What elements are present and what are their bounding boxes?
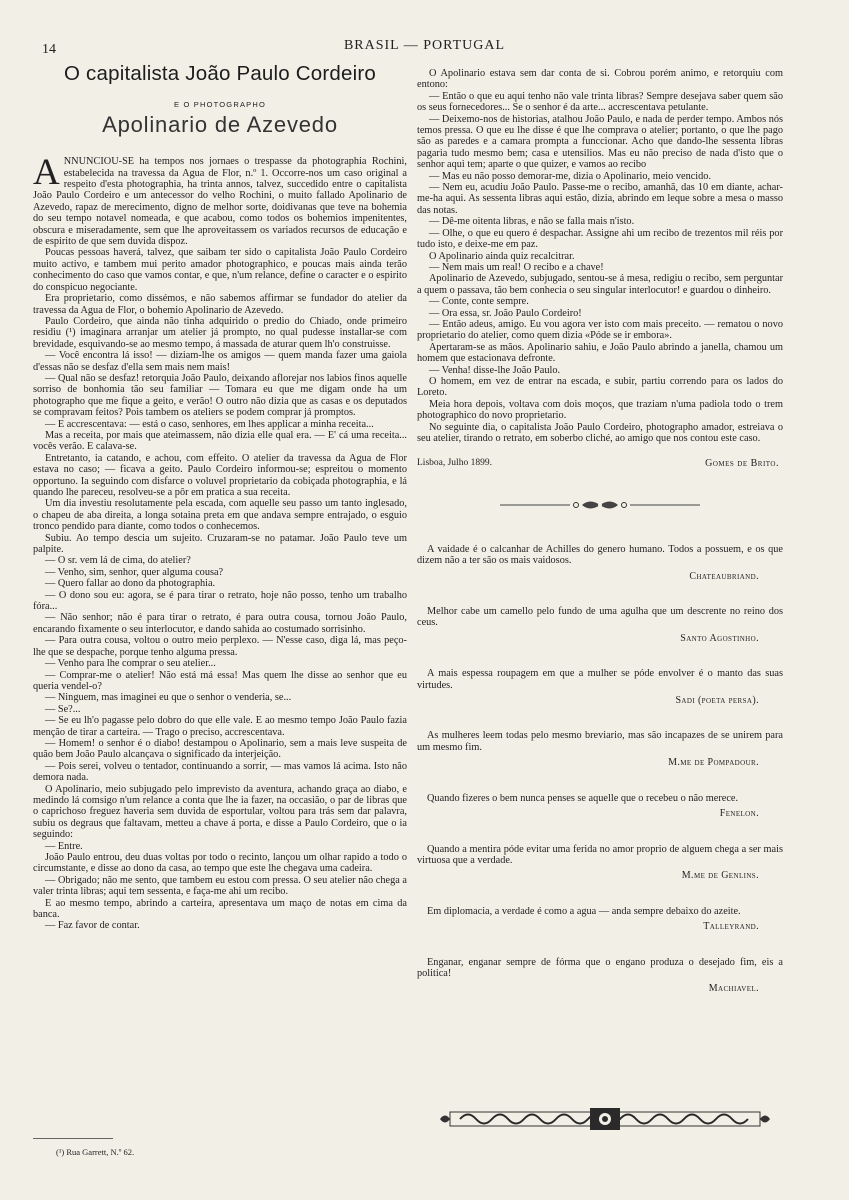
left-paragraphs <box>33 247 407 931</box>
paragraph: O homem, em vez de entrar na escada, e subir, partiu correndo para os lados do Loreto. <box>417 375 783 399</box>
paragraph: — Quero fallar ao dono da photographia. <box>45 578 216 590</box>
paragraph: — Ora essa, sr. João Paulo Cordeiro! <box>429 307 582 319</box>
article-author: Apolinario de Azevedo <box>102 111 338 137</box>
paragraph: — Pois serei, volveu o tentador, continuando a sorrir, — mas vamos lá acima. Isto não demora nada. <box>33 760 407 784</box>
paragraph: — Conte, conte sempre. <box>429 296 529 308</box>
paragraph: — Se?... <box>45 703 81 715</box>
paragraph: — E accrescentava: — está o caso, senhores, em lhes applicar a minha receita... <box>45 418 374 430</box>
paragraph: Era proprietario, como dissémos, e não sabemos affirmar se fundador do atelier da travessa da Agua de Flor, o bohemio Apolinario de Azevedo. <box>33 293 407 316</box>
footnote: (¹) Rua Garrett, N.º 62. <box>56 1147 135 1157</box>
paragraph: O Apolinario ainda quiz recalcitrar. <box>429 250 575 262</box>
article-title: O capitalista João Paulo Cordeiro <box>64 62 376 85</box>
divider-ornament <box>417 498 783 514</box>
quote-text: Quando a mentira póde evitar uma ferida no amor proprio de alguem chega a ser mais virtuosa que a verdade. <box>417 843 783 866</box>
paragraph: — Você encontra lá isso! — diziam-lhe os amigos — quem manda fazer uma gaiola d'essas não se desfaz d'ella sem mais nem mais! <box>33 350 407 373</box>
paragraph: — Então adeus, amigo. Eu vou agora ver isto com mais preceito. — rematou o novo proprietario do atelier, como quem dizia «Póde se ir embora». <box>417 318 783 342</box>
quote-author: M.me de Pompadour. <box>668 757 759 769</box>
quote-block <box>417 606 783 644</box>
paragraph: — Dê-me oitenta libras, e não se falla mais n'isto. <box>429 216 635 228</box>
paragraph: Apertaram-se as mãos. Apolinario sahiu, e João Paulo abrindo a janella, chamou um homem que estacionava defronte. <box>417 341 783 365</box>
quote-block <box>417 906 783 933</box>
quote-block <box>417 668 783 706</box>
paragraph: — Se eu lh'o pagasse pelo dobro do que elle vale. E ao mesmo tempo João Paulo fazia menção de tirar a carteira. — Trago o preciso, accrescentava. <box>33 715 407 738</box>
paragraph: — Nem mais um real! O recibo e a chave! <box>429 261 604 273</box>
paragraph: Apolinario de Azevedo, subjugado, sentou-se á mesa, redigiu o recibo, sem perguntar a quem o passava, tão bem conhecia o seu singular interlocutor! e guardou o dinheiro. <box>417 273 783 296</box>
quote-block <box>417 844 783 882</box>
paragraph: O Apolinario estava sem dar conta de si. Cobrou porém animo, e retorquiu com entono: <box>417 68 783 91</box>
quote-text: Enganar, enganar sempre de fórma que o engano produza o desejado fim, eis a politica! <box>417 956 783 979</box>
first-paragraph-text: NNUNCIOU-SE ha tempos nos jornaes o trespasse da photographia Rochini, estabelecida na travessa da Agua de Flor, n.º 1. Occorre-nos um caso original a respeito d'esta photographia, ha trinta annos, talvez, succedido entre o capitalista João Paulo Cordeiro e um antecessor do velho Rochini, o muito fallado Apolinario de Azevedo, rapaz de merecimento, digno de melhor sorte, doidivanas que teve na bohemia do seu tempo notavel nomeada, e que acabou, como todos os bohemios impenitentes, obscura e miseradamente, sem que lhe aproveitassem os variados recursos de educação e de espirito de que sem duvida dispoz. <box>33 156 407 248</box>
footnote-rule <box>33 1138 113 1139</box>
quote-block <box>417 793 783 820</box>
signature: Gomes de Brito. <box>705 458 779 470</box>
paragraph: Um dia investiu resolutamente pela escada, com aquelle seu passo um tanto inglesado, o chapeu de aba direita, a longa sotaina preta em que andava sempre entrajado, o esguio tronco pendido para diante, como todos o conhecemos. <box>33 498 407 533</box>
bottom-ornament <box>440 1100 770 1138</box>
paragraph: — Qual não se desfaz! retorquia João Paulo, deixando aflorejar nos labios finos aquelle sorriso de bonhomia tão seu familiar — Tomara eu que me digam onde ha um photographo que me fique a geito, e verão! O outro não dizia que as casas e os deputados se compravam feitos? Pois tambem os ateliers se podem comprar já promptos. <box>33 372 407 419</box>
quote-author: Talleyrand. <box>703 921 759 933</box>
page-header <box>30 38 819 56</box>
article-subtitle: E O PHOTOGRAPHO <box>173 100 267 110</box>
left-column <box>33 62 407 932</box>
paragraph: — Venho para lhe comprar o seu atelier... <box>45 658 216 670</box>
quote-text: Em diplomacia, a verdade é como a agua — anda sempre debaixo do azeite. <box>427 905 741 917</box>
paragraph: Entretanto, ia catando, e achou, com effeito. O atelier da travessa da Agua de Flor estava no caso; — ficava a geito. Paulo Cordeiro informou-se; espreitou o momento opportuno. Ia seguindo com disfarce o voluvel proprietario da cobiçada photographia, e lá quando lhe pareceu, resolveu-se a pôr em pratica a sua receita. <box>33 452 407 498</box>
paragraph: — Não senhor; não é para tirar o retrato, é para outra cousa, tornou João Paulo, encarando fixamente o seu interlocutor, e dando sahida ao costumado sorrisinho. <box>33 612 407 635</box>
paragraph: — Faz favor de contar. <box>45 920 140 932</box>
quote-text: Quando fizeres o bem nunca penses se aquelle que o recebeu o não merece. <box>427 792 739 804</box>
quotes-section <box>417 544 783 995</box>
paragraph: O Apolinario, meio subjugado pelo imprevisto da aventura, achando graça ao diabo, e medindo lá comsigo n'um relance a conta que lhe ia fazer, na occasião, o par de libras que o caprichoso freguez haveria sem duvida de esportular, voltou para trás sem dar palavra, subiu os degraus que faltavam, metteu a chave á porta, e disse a Paulo Cordeiro, que o ia seguindo: <box>33 783 407 841</box>
quote-text: As mulheres leem todas pelo mesmo breviario, mas são incapazes de se unirem para um mesmo fim. <box>417 730 783 753</box>
signoff <box>417 458 783 469</box>
drop-cap: A <box>33 152 60 194</box>
paragraph: — Venha! disse-lhe João Paulo. <box>429 364 561 376</box>
quote-author: M.me de Genlins. <box>681 870 759 882</box>
paragraph: — Ninguem, mas imaginei eu que o senhor o venderia, se... <box>45 692 292 704</box>
quote-author: Chateaubriand. <box>689 570 759 582</box>
quote-author: Machiavel. <box>708 983 759 995</box>
quote-text: A vaidade é o calcanhar de Achilles do genero humano. Todos a possuem, e os que dizem não a ter são os mais vaidosos. <box>417 543 783 567</box>
quote-author: Sadi (poeta persa). <box>675 695 759 707</box>
quote-author: Santo Agostinho. <box>680 632 759 644</box>
paragraph: — Olhe, o que eu quero é despachar. Assigne ahi um recibo de trezentos mil réis por tudo isto, e deixe-me em paz. <box>417 227 783 251</box>
paragraph: E ao mesmo tempo, abrindo a carteira, apresentava um maço de notas em cima da banca. <box>33 897 407 921</box>
paragraph: — Venho, sim, senhor, quer alguma cousa? <box>45 566 224 578</box>
quote-block <box>417 730 783 768</box>
quote-author: Fenelon. <box>719 808 759 820</box>
paragraph: — Deixemo-nos de historias, atalhou João Paulo, e nada de perder tempo. Ambos nós temos pressa. O que eu lhe disse é que lhe comprava o atelier; portanto, o que lhe pago são as paredes e a camara prompta a funccionar. Acho que dando-lhe sessenta libras pagaria tudo mesmo bem; casa e utensilios. Mas eu não preciso de nada d'isto que o senhor aqui tem; aparte o que quizer, e vamos ao recibo <box>417 113 783 171</box>
paragraph: João Paulo entrou, deu duas voltas por todo o recinto, lançou um olhar rapido a todo o circumstante, e disse ao dono da casa, ao tempo que este lhe chegava uma cadeira. <box>33 852 407 875</box>
paragraph: Subiu. Ao tempo descia um sujeito. Cruzaram-se no patamar. João Paulo teve um palpite. <box>33 532 407 556</box>
paragraph: — Obrigado; não me sento, que tambem eu estou com pressa. O seu atelier não chega a valer trinta libras; aqui tem sessenta, e faça-me ahi um recibo. <box>33 874 407 898</box>
paragraph: — O dono sou eu: agora, se é para tirar o retrato, hoje não posso, tenho um trabalho fóra... <box>33 589 407 613</box>
paragraph: — O sr. vem lá de cima, do atelier? <box>45 555 191 567</box>
quote-block <box>417 957 783 995</box>
paragraph: — Mas eu não posso demorar-me, dizia o Apolinario, meio vencido. <box>429 170 712 182</box>
first-paragraph <box>33 152 407 248</box>
paragraph: — Homem! o senhor é o diabo! destampou o Apolinario, sem a mais leve suspeita de quão bem João Paulo alcançava o significado da interjeição. <box>33 737 407 761</box>
quote-block <box>417 544 783 582</box>
right-paragraphs <box>417 68 783 444</box>
paragraph: — Comprar-me o atelier! Não está má essa! Mas quem lhe disse ao senhor que eu queria vendel-o? <box>33 669 407 692</box>
paragraph: Meia hora depois, voltava com dois moços, que traziam n'uma padiola todo o trem photographico do novo proprietario. <box>417 398 783 422</box>
quote-text: A mais espessa roupagem em que a mulher se póde envolver é o manto das suas virtudes. <box>417 668 783 691</box>
running-title: BRASIL — PORTUGAL <box>343 38 506 53</box>
paragraph: — Nem eu, acudiu João Paulo. Passe-me o recibo, amanhã, das 10 em diante, achar-me-ha aqui. As sessenta libras aqui estão, dizia, abrindo em leque sobre a mesa o masso das notas. <box>417 182 783 216</box>
right-column <box>417 68 783 1019</box>
page-number: 14 <box>42 42 56 57</box>
paragraph: Paulo Cordeiro, que ainda não tinha adquirido o predio do Chiado, onde primeiro residiu (¹) imaginara arranjar um atelier já prompto, no qual pudesse installar-se com brevidade, esquivando-se ao mesmo tempo, á massada de aturar quem lh'o construisse. <box>33 315 407 350</box>
dateline: Lisboa, Julho 1899. <box>417 458 492 469</box>
paragraph: Poucas pessoas haverá, talvez, que saibam ter sido o capitalista João Paulo Cordeiro muito activo, e tambem mui perito amador photographico, e poucas mais ainda terão conhecimento do caso que vamos contar, e que, n'um relance, define o caracter e o espirito do conspicuo negociante. <box>33 247 407 293</box>
paragraph: Mas a receita, por mais que ateimassem, não dizia elle qual era. — E' cá uma receita... vocês verão. E calava-se. <box>33 429 407 453</box>
paragraph: — Então o que eu aqui tenho não vale trinta libras? Sempre desejava saber quem são os seus fornecedores... Se o senhor é da arte... accrescentava petulante. <box>417 90 783 114</box>
paragraph: — Entre. <box>45 840 83 852</box>
quote-text: Melhor cabe um camello pelo fundo de uma agulha que um descrente no reino dos ceus. <box>417 606 783 629</box>
paragraph: — Para outra cousa, voltou o outro meio perplexo. — N'esse caso, diga lá, mas peço-lhe que se despache, porque tenho alguma pressa. <box>33 635 407 658</box>
paragraph: No seguinte dia, o capitalista João Paulo Cordeiro, photographo amador, estreiava o seu atelier, tirando o retrato, em soberbo cliché, ao amigo que nos contou este caso. <box>417 421 783 444</box>
